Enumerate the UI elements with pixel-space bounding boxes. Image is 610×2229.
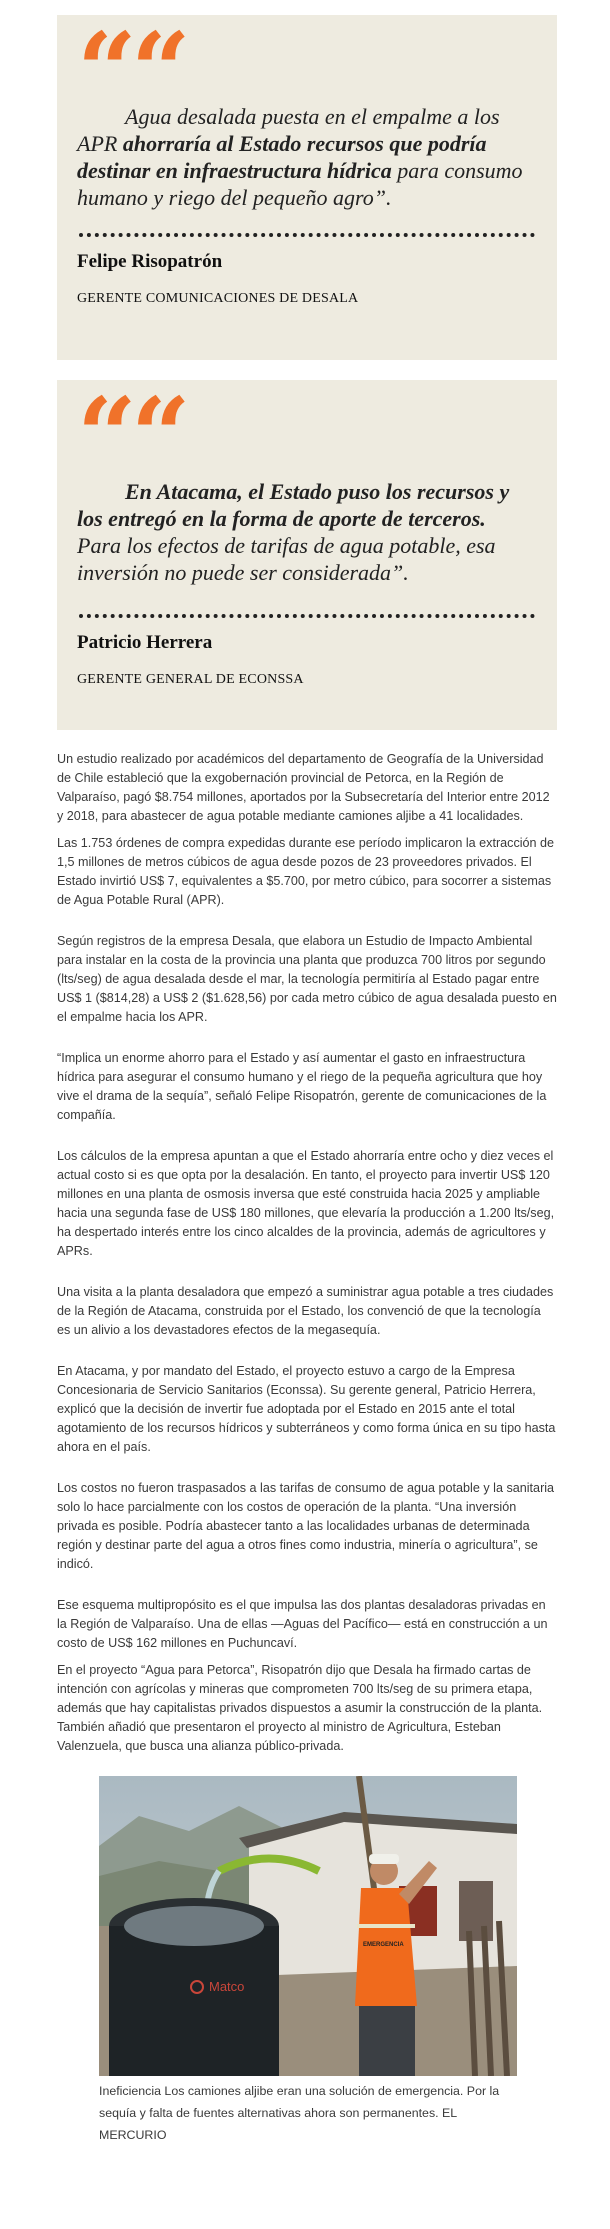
paragraph: Ese esquema multipropósito es el que impulsa las dos plantas desaladoras privadas en la Región de Valparaíso. Una de ellas —Aguas del Pacífico— está en construcción a un costo de US$ 162 millones en Puchuncaví.: [57, 1598, 548, 1650]
article: [57, 15, 557, 2146]
article-body: [57, 750, 557, 1756]
dotted-divider: [79, 614, 535, 618]
dotted-divider: [79, 233, 535, 237]
quote-author-role: GERENTE GENERAL DE ECONSSA: [77, 672, 304, 687]
paragraph: En el proyecto “Agua para Petorca”, Risopatrón dijo que Desala ha firmado cartas de intención con agrícolas y mineras que comprometen 700 lts/seg de su primera etapa, además que hay capitalistas privados dispuestos a asumir la construcción de la planta. También añadió que presentaron el proyecto al ministro de Agricultura, Esteban Valenzuela, que busca una alianza público-privada.: [57, 1663, 543, 1753]
pull-quote-herrera: [57, 380, 557, 730]
paragraph: Según registros de la empresa Desala, que elabora un Estudio de Impacto Ambiental para instalar en la costa de la provincia una planta que produzca 700 litros por segundo (lts/seg) de agua desalada desde el mar, la tecnología permitiría al Estado pagar entre US$ 1 ($814,28) a US$ 2 ($1.628,56) por cada metro cúbico de agua desalada puesto en el empalme hacia los APR.: [57, 934, 557, 1024]
quote-text: Agua desalada puesta en el empalme a los APR ahorraría al Estado recursos que podría destinar en infraestructura hídrica para consumo humano y riego del pequeño agro”.: [77, 104, 523, 210]
paragraph: Los cálculos de la empresa apuntan a que el Estado ahorraría entre ocho y diez veces el actual costo si es que opta por la desalación. En tanto, el proyecto para invertir US$ 120 millones en una planta de osmosis inversa que esté construida hacia 2025 y ampliable hacia una segunda fase de US$ 180 millones, que elevaría la producción a 1.200 lts/seg, ha despertado interés entre los cinco alcaldes de la provincia, además de agricultores y APRs.: [57, 1149, 555, 1258]
quote-mark-icon: ““: [77, 380, 185, 454]
quote-mark-icon: ““: [77, 15, 185, 89]
paragraph: Una visita a la planta desaladora que empezó a suministrar agua potable a tres ciudades de la Región de Atacama, construida por el Estado, los convenció de que la tecnología es un alivio a los devastadores efectos de la megasequía.: [57, 1285, 554, 1337]
quote-author-role: GERENTE COMUNICACIONES DE DESALA: [77, 291, 359, 306]
svg-text:EMERGENCIA: EMERGENCIA: [363, 1942, 404, 1948]
paragraph: Las 1.753 órdenes de compra expedidas durante ese período implicaron la extracción de 1,5 millones de metros cúbicos de agua desde pozos de 23 proveedores privados. El Estado invirtió US$ 7, equivalentes a $5.700, por metro cúbico, para socorrer a sistemas de Agua Potable Rural (APR).: [57, 836, 555, 907]
article-photo: [99, 1776, 517, 2076]
pull-quote-risopatron: [57, 15, 557, 360]
quote-author: Patricio Herrera: [77, 632, 213, 653]
photo-water-truck-icon: [99, 1776, 517, 2076]
paragraph: Un estudio realizado por académicos del departamento de Geografía de la Universidad de Chile estableció que la exgobernación provincial de Petorca, en la Región de Valparaíso, pagó $8.754 millones, aportados por la Subsecretaría del Interior entre 2012 y 2018, para abastecer de agua potable mediante camiones aljibe a 41 localidades.: [57, 752, 550, 823]
paragraph: “Implica un enorme ahorro para el Estado y así aumentar el gasto en infraestructura hídrica para asegurar el consumo humano y el riego de la pequeña agricultura que hoy vive el drama de la sequía”, señaló Felipe Risopatrón, gerente de comunicaciones de la compañía.: [57, 1051, 547, 1122]
paragraph: En Atacama, y por mandato del Estado, el proyecto estuvo a cargo de la Empresa Concesionaria de Servicio Sanitarios (Econssa). Su gerente general, Patricio Herrera, explicó que la decisión de invertir fue adoptada por el Estado en 2015 ante el total agotamiento de los recursos hídricos y subterráneos y como forma única en su tipo hasta ahora en el país.: [57, 1364, 556, 1454]
paragraph: Los costos no fueron traspasados a las tarifas de consumo de agua potable y la sanitaria solo lo hace parcialmente con los costos de operación de la planta. “Una inversión privada es posible. Podría abastecer tanto a las localidades urbanas de determinada región y destinar parte del agua a otros fines como industria, minería o agricultura”, se indicó.: [57, 1481, 555, 1571]
photo-caption: Ineficiencia Los camiones aljibe eran una solución de emergencia. Por la sequía y falta de fuentes alternativas ahora son permanentes. EL MERCURIO: [99, 2084, 500, 2142]
svg-text:Matco: Matco: [209, 1979, 245, 1994]
quote-text: En Atacama, el Estado puso los recursos y los entregó en la forma de aporte de terceros. Para los efectos de tarifas de agua potable, esa inversión no puede ser considerada”.: [77, 479, 510, 585]
quote-author: Felipe Risopatrón: [77, 251, 223, 272]
